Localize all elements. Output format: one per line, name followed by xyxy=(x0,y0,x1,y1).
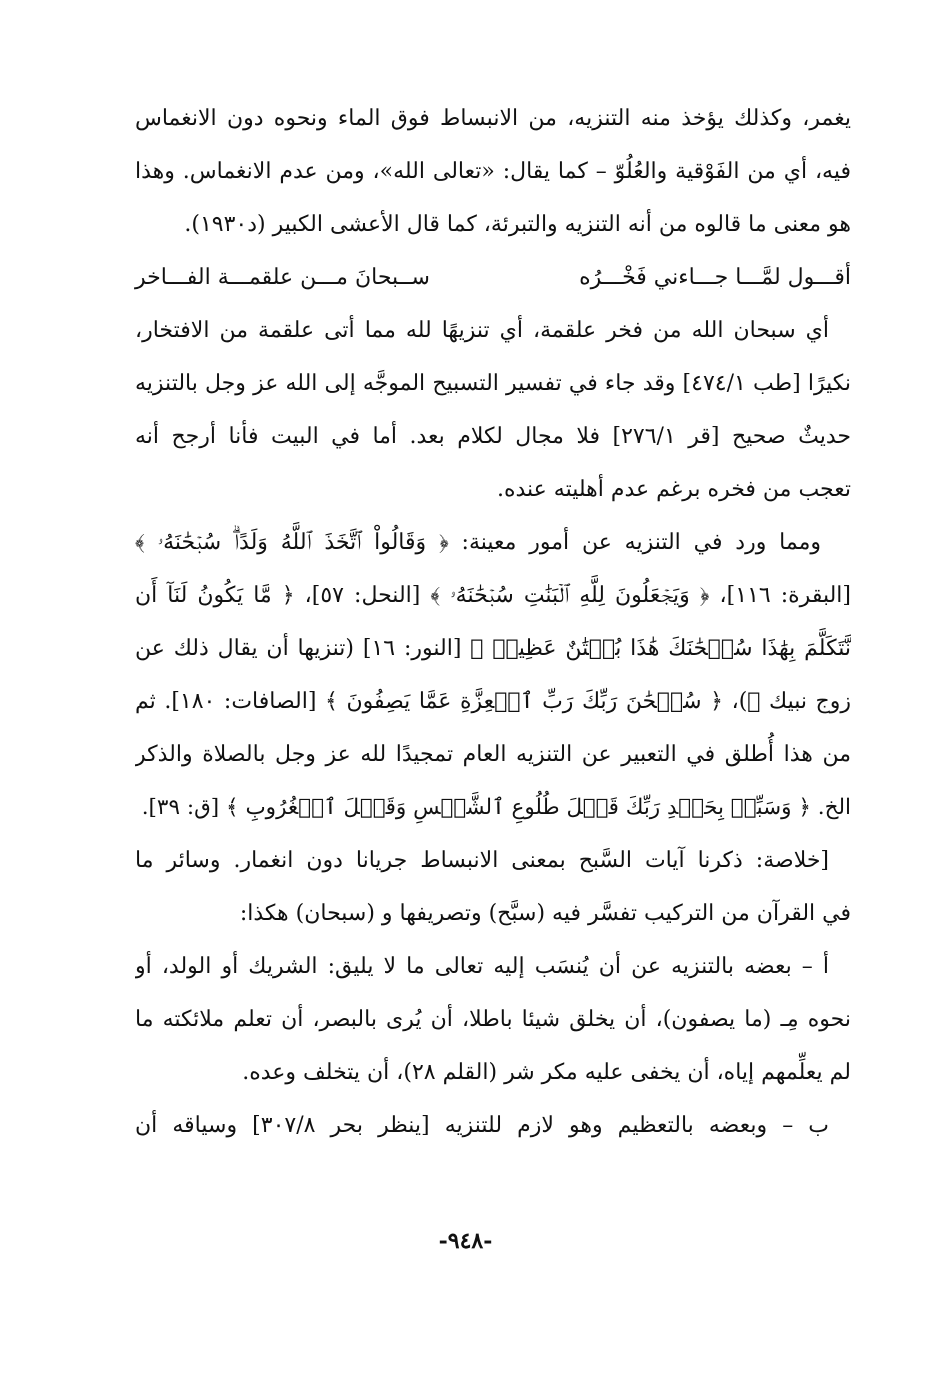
text-line: [البقرة: ١١٦]، ﴿ وَيَجۡعَلُونَ لِلَّهِ ٱلۡبَنَٰتِ سُبۡحَٰنَهُۥ ﴾ [النحل: ٥٧]، ﴿ مَّا يَكُونُ لَنَآ أَن xyxy=(135,583,851,608)
text-line: فيه، أي من الفَوْقية والعُلُوّ – كما يقال: «تعالى الله»، ومن عدم الانغماس. وهذا xyxy=(135,159,851,184)
text-line: أي سبحان الله من فخر علقمة، أي تنزيهًا لله مما أتى علقمة من الافتخار، xyxy=(135,318,829,343)
list-item-a: نحوه مِـ (ما يصفون)، أن يخلق شيئا باطلا، أن يُرى بالبصر، أن تعلم ملائكته ما xyxy=(135,1007,851,1032)
poetry-verse xyxy=(135,251,851,304)
text-line: هو معنى ما قالوه من أنه التنزيه والتبرئة، كما قال الأعشى الكبير (د١٩٣٠). xyxy=(184,212,851,237)
text-line: حديثٌ صحيح [قر ٢٧٦/١] فلا مجال لكلام بعد. أما في البيت فأنا أرجح أنه xyxy=(135,424,851,449)
text-line: نكيرًا [طب ٤٧٤/١] وقد جاء في تفسير التسبيح الموجَّه إلى الله عز وجل بالتنزيه xyxy=(135,371,851,396)
verse-first-hemistich: أقـــول لمَّـــا جـــاءني فَخْـــرُه xyxy=(579,265,851,290)
text-line: نَّتَكَلَّمَ بِهَٰذَا سُبۡحَٰنَكَ هَٰذَا بُهۡتَٰنٌ عَظِيمٞ ﴾ [النور: ١٦] (تنزيها أن يقال ذلك عن xyxy=(135,636,851,661)
list-item-b: ب – وبعضه بالتعظيم وهو لازم للتنزيه [ينظر بحر ٣٠٧/٨] وسياقه أن xyxy=(135,1113,829,1138)
summary-line: في القرآن من التركيب تفسَّر فيه (سبَّح) وتصريفها و (سبحان) هكذا: xyxy=(239,901,851,926)
list-item-a: لم يعلِّمهم إياه، أن يخفى عليه مكر شر (القلم ٢٨)، أن يتخلف وعده. xyxy=(242,1060,851,1085)
text-line: تعجب من فخره برغم عدم أهليته عنده. xyxy=(496,477,851,502)
text-line: الخ. ﴿ وَسَبِّحۡ بِحَمۡدِ رَبِّكَ قَبۡلَ طُلُوعِ ٱلشَّمۡسِ وَقَبۡلَ ٱلۡغُرُوبِ ﴾ [ق: ٣٩]. xyxy=(141,795,851,820)
text-line: من هذا أُطلق في التعبير عن التنزيه العام تمجيدًا لله عز وجل بالصلاة والذكر xyxy=(135,742,851,767)
list-item-a: أ – بعضه بالتنزيه عن أن يُنسَب إليه تعالى ما لا يليق: الشريك أو الولد، أو xyxy=(135,954,829,979)
body-text xyxy=(135,92,851,1152)
text-line: ومما ورد في التنزيه عن أمور معينة: ﴿ وَقَالُواْ ٱتَّخَذَ ٱللَّهُ وَلَدًاۗ سُبۡحَٰنَهُۥ ﴾ xyxy=(135,530,821,555)
summary-line: [خلاصة: ذكرنا آيات السَّبح بمعنى الانبساط جريانا دون انغمار. وسائر ما xyxy=(135,848,829,873)
text-line: يغمر، وكذلك يؤخذ منه التنزيه، من الانبساط فوق الماء ونحوه دون الانغماس xyxy=(135,106,851,131)
text-line: زوج نبيك ﷺ)، ﴿ سُبۡحَٰنَ رَبِّكَ رَبِّ ٱلۡعِزَّةِ عَمَّا يَصِفُونَ ﴾ [الصافات: ١٨٠]. ثم xyxy=(135,689,851,714)
page-number: -٩٤٨- xyxy=(438,1228,493,1254)
verse-second-hemistich: ســبحانَ مـــن علقمـــة الفـــاخر xyxy=(135,265,430,290)
